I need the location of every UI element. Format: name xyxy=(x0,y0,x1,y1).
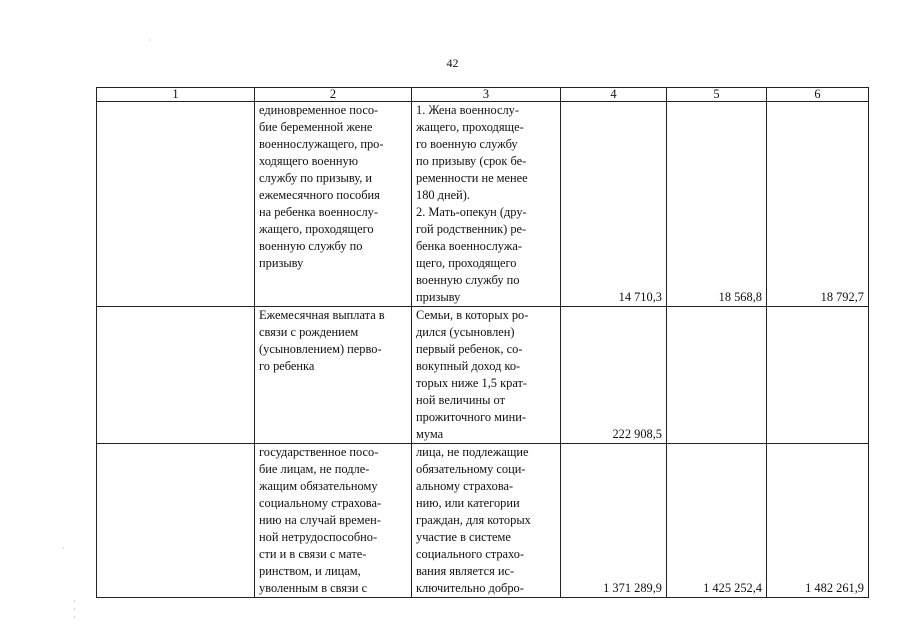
column-header: 6 xyxy=(767,88,869,102)
column-header: 4 xyxy=(561,88,667,102)
table-row xyxy=(97,307,869,444)
amount-cell: 14 710,3 xyxy=(561,102,667,307)
amount-cell: 1 425 252,4 xyxy=(667,444,767,598)
column-header: 5 xyxy=(667,88,767,102)
page-number: 42 xyxy=(446,56,459,70)
table-row xyxy=(97,102,869,307)
column-header: 3 xyxy=(412,88,561,102)
amount-cell: 222 908,5 xyxy=(561,307,667,444)
benefit-name-cell: Ежемесячная выплата в связи с рождением (усыновлением) перво- го ребенка xyxy=(255,307,412,444)
benefit-name-cell: государственное посо- бие лицам, не подле- жащим обязательному социальному страхова- нию на случай времен- ной нетрудоспособно- сти и в связи с мате- ринством, и лицам, уволенным в связи с xyxy=(255,444,412,598)
amount-cell xyxy=(667,307,767,444)
amount-cell xyxy=(767,307,869,444)
table-cell xyxy=(97,307,255,444)
amount-cell: 1 371 289,9 xyxy=(561,444,667,598)
recipients-cell: лица, не подлежащие обязательному соци- альному страхова- нию, или категории граждан, для которых участие в системе социального страхо- вания является ис- ключительно добро- xyxy=(412,444,561,598)
column-header: 1 xyxy=(97,88,255,102)
recipients-cell: 1. Жена военнослу- жащего, проходяще- го военную службу по призыву (срок бе- ременности не менее 180 дней). 2. Мать-опекун (дру- гой родственник) ре- бенка военнослужа- щего, проходящего военную службу по призыву xyxy=(412,102,561,307)
column-header: 2 xyxy=(255,88,412,102)
data-table xyxy=(96,87,869,598)
scan-speck: · xyxy=(62,544,65,553)
amount-cell: 1 482 261,9 xyxy=(767,444,869,598)
scan-speck: · · · xyxy=(73,597,76,622)
amount-cell: 18 568,8 xyxy=(667,102,767,307)
header-row xyxy=(97,88,869,102)
table-cell xyxy=(97,102,255,307)
table-row xyxy=(97,444,869,598)
table-cell xyxy=(97,444,255,598)
recipients-cell: Семьи, в которых ро- дился (усыновлен) первый ребенок, со- вокупный доход ко- торых ниже 1,5 крат- ной величины от прожиточного мини- мума xyxy=(412,307,561,444)
benefit-name-cell: единовременное посо- бие беременной жене военнослужащего, про- ходящего военную службу по призыву, и ежемесячного пособия на ребенка военнослу- жащего, проходящего военную службу по призыву xyxy=(255,102,412,307)
amount-cell: 18 792,7 xyxy=(767,102,869,307)
scan-speck: · xyxy=(148,36,151,45)
